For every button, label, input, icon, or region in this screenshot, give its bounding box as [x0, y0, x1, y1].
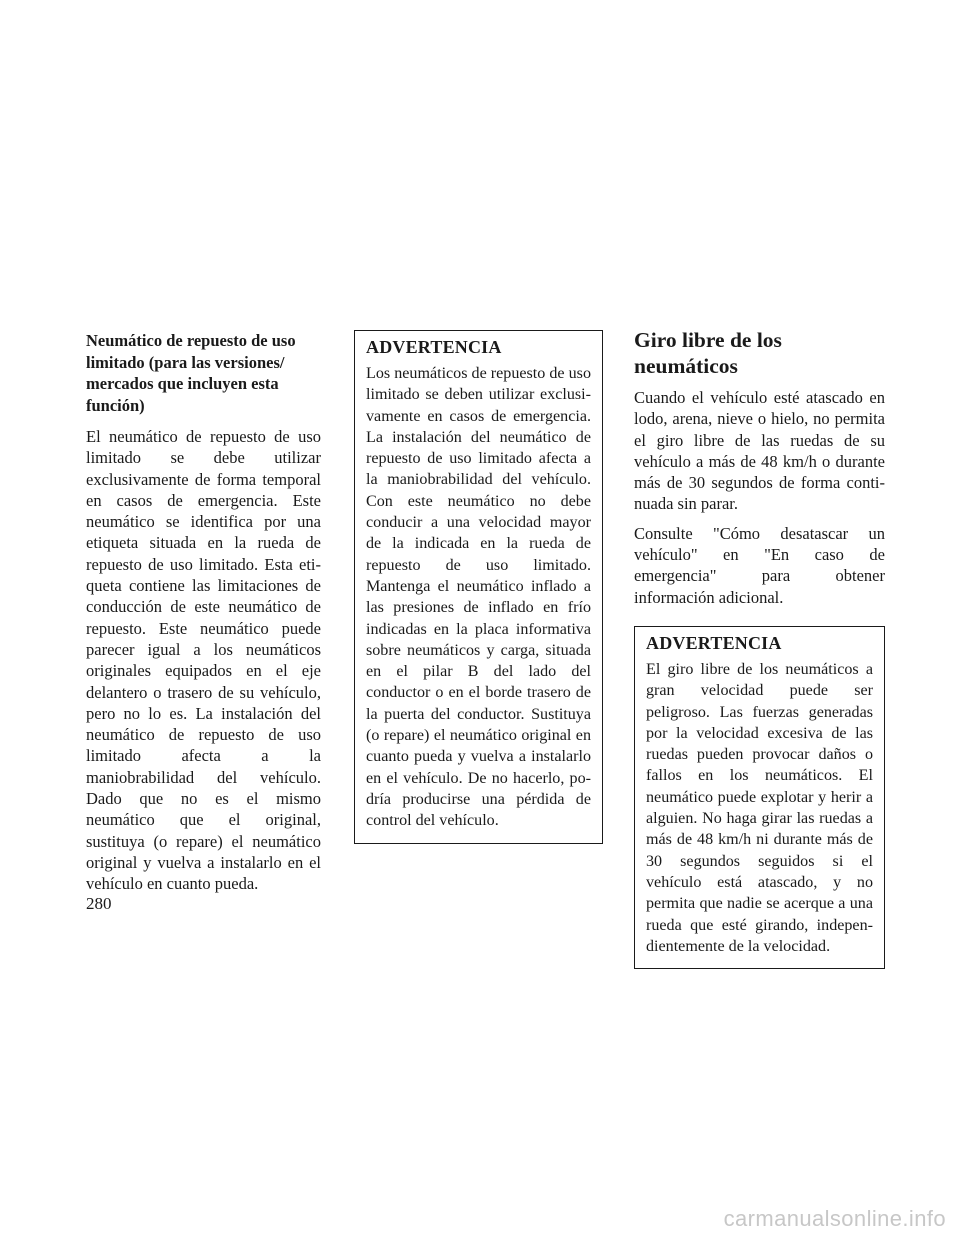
spare-tire-body: El neumático de repuesto de uso limitado se debe utilizar exclusivamente de forma temporal en casos de emergencia. Este neumático se identifica por una etiqueta situada en la rueda de repuesto de uso limitado. Esta etiqueta contiene las limitaciones de conducción de este neumático de repuesto. Este neumático puede parecer igual a los neumáticos originales equipados en el eje delantero o trasero de su vehículo, pero no lo es. La instalación del neumático de repuesto de uso limitado afecta a la maniobrabilidad del vehículo. Dado que no es el mismo neumático que el original, sustituya (o repare) el neumático original y vuelva a instalarlo en el vehículo en cuanto pueda. [86, 427, 321, 894]
warning-text: El giro libre de los neumáticos a gran velocidad puede ser peligroso. Las fuerzas generadas por la velocidad excesiva de las ruedas pueden provocar daños o fallos en los neumáticos. El neumático puede explotar y herir a alguien. No haga girar las ruedas a más de 48 km/h ni durante más de 30 segundos seguidos si el vehículo está atascado, y no permita que nadie se acerque a una rueda que esté girando, independientemente de la velocidad. [646, 660, 873, 955]
tire-spin-paragraph: Cuando el vehículo esté atascado en lodo, arena, nieve o hielo, no permita el giro libre de las ruedas de su vehículo a más de 48 km/h o durante más de 30 segundos de forma continuada sin parar. [634, 388, 885, 514]
spare-tire-heading: Neumático de repuesto de uso limitado (para las versiones/ mercados que incluyen esta función) [86, 331, 296, 415]
warning-title: ADVERTENCIA [366, 337, 502, 357]
right-column [634, 330, 885, 969]
tire-spin-warning-box [634, 626, 885, 969]
warning-title: ADVERTENCIA [646, 632, 782, 653]
page-number: 280 [86, 894, 112, 913]
spare-tire-warning-box [354, 330, 603, 844]
watermark: carmanualsonline.info [723, 1206, 946, 1231]
warning-text: Los neumáticos de repuesto de uso limitado se deben utilizar exclusivamente en casos de emergencia. La instalación del neumático de repuesto de uso limitado afecta a la maniobrabilidad del vehículo. Con este neumático no debe conducir a una velocidad mayor de la indicada en la rueda de repuesto de uso limitado. Mantenga el neumático inflado a las presiones de inflado en frío indicadas en la placa informativa sobre neumáticos y carga, situada en el pilar B del lado del conductor o en el borde trasero de la puerta del conductor. Sustituya (o repare) el neumático original en cuanto pueda y vuelva a instalarlo en el vehículo. De no hacerlo, podría producirse una pérdida de control del vehículo. [366, 365, 591, 830]
reference-paragraph: Consulte "Cómo desatascar un vehículo" en "En caso de emergencia" para obtener información adicional. [634, 523, 885, 607]
left-column [86, 330, 321, 903]
middle-column [354, 330, 603, 844]
section-title: Giro libre de los neumáticos [634, 328, 782, 378]
